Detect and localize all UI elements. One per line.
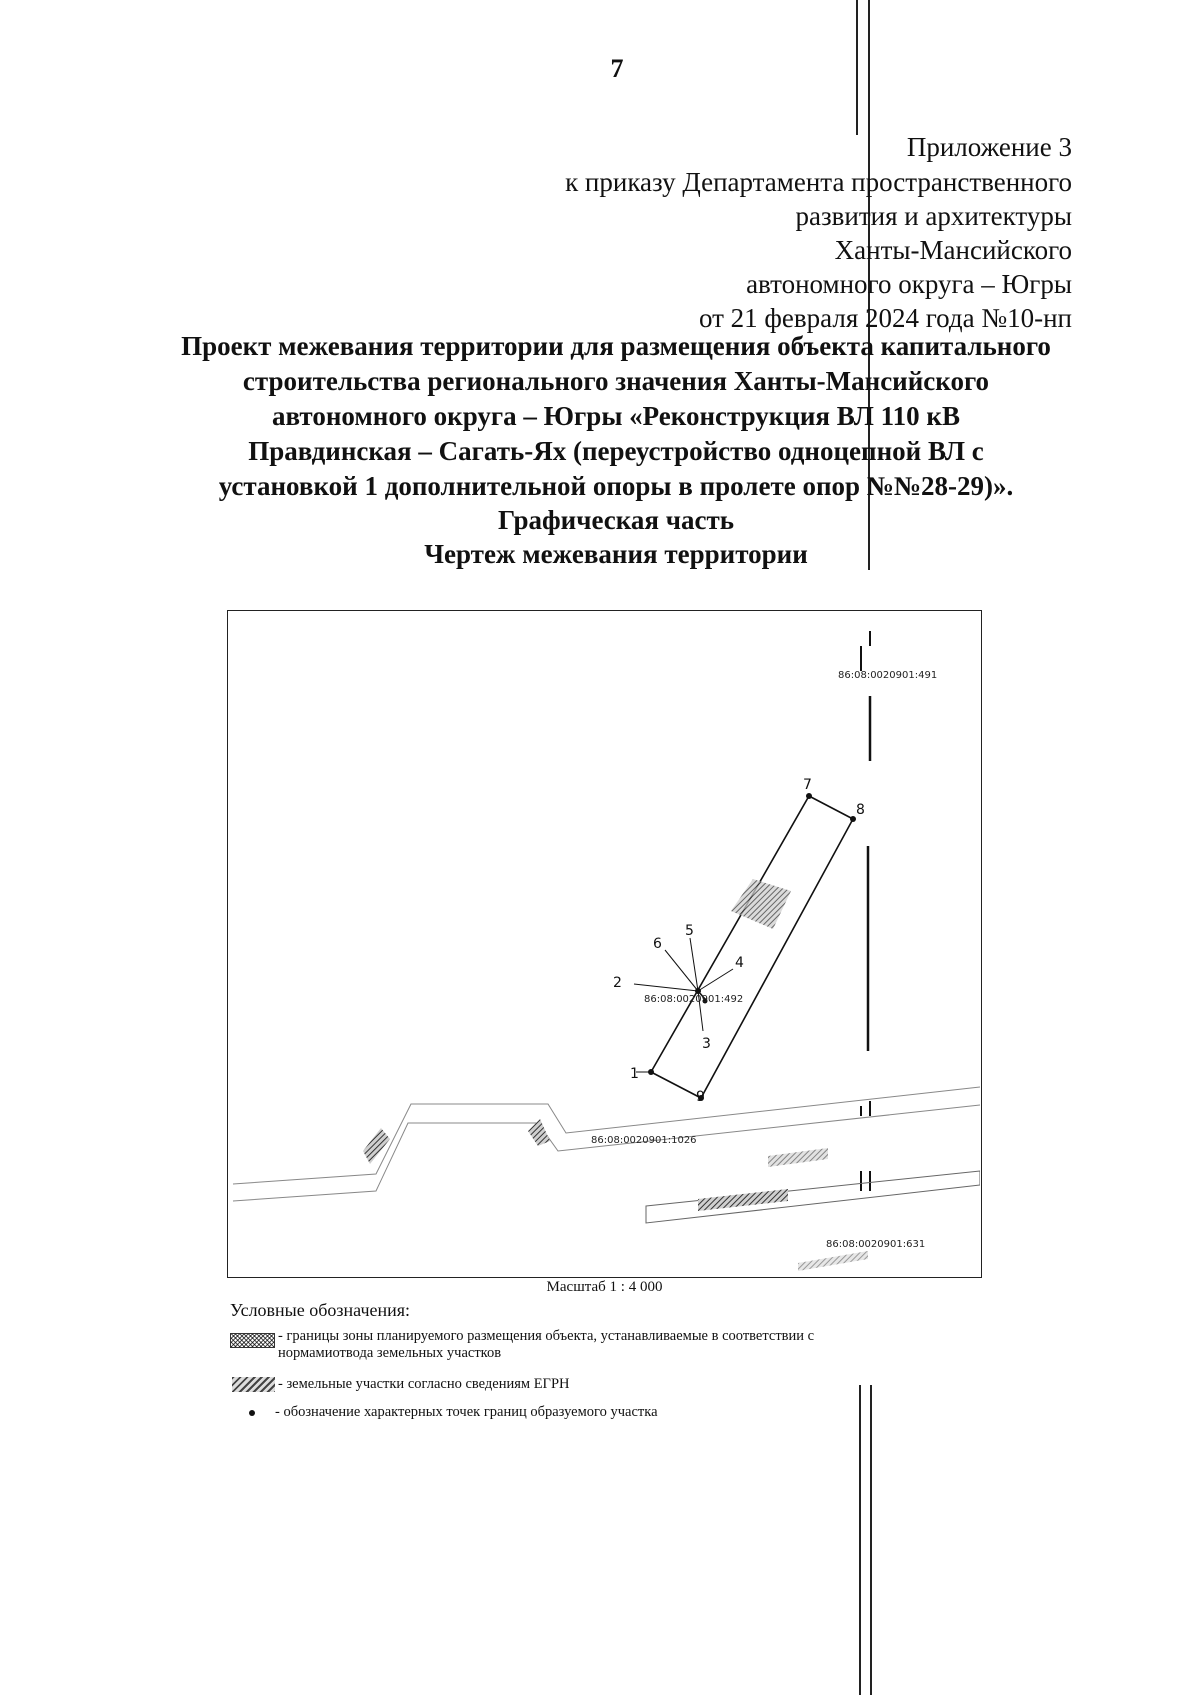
legend-zone-text: - границы зоны планируемого размещения объекта, устанавливаемые в соответствии с	[278, 1328, 815, 1344]
legend-title: Условные обозначения:	[230, 1300, 411, 1320]
appendix-line: к приказу Департамента пространственного	[565, 167, 1072, 197]
scan-edge-line	[856, 0, 858, 135]
egrn-parcel-hatch	[698, 1189, 788, 1211]
legend-egrn-text: - земельные участки согласно сведениям ЕГРН	[278, 1376, 570, 1392]
point-label: 3	[702, 1036, 711, 1052]
document-title-line: Правдинская – Сагать-Ях (переустройство одноцепной ВЛ с	[248, 436, 984, 466]
boundary-point-marker	[806, 793, 812, 799]
legend-egrn-swatch	[232, 1377, 275, 1392]
boundary-map	[227, 610, 982, 1278]
page-number: 7	[610, 54, 624, 83]
document-title-line: установкой 1 дополнительной опоры в пролете опор №№28-29)».	[218, 471, 1014, 501]
parcel-label: 86:08:0020901:1026	[591, 1135, 697, 1146]
appendix-line: развития и архитектуры	[795, 201, 1072, 231]
scan-edge-line	[859, 1385, 861, 1695]
road-edge	[233, 1105, 980, 1201]
appendix-title: Приложение 3	[906, 132, 1072, 162]
legend-point-bullet	[249, 1410, 255, 1416]
drawing-title: Чертеж межевания территории	[424, 539, 808, 569]
document-title-line: автономного округа – Югры «Реконструкция ВЛ 110 кВ	[272, 401, 960, 431]
section-title: Графическая часть	[497, 505, 734, 535]
road-band	[646, 1171, 980, 1223]
egrn-parcel-hatch	[363, 1128, 390, 1164]
point-leader	[634, 984, 698, 991]
legend-zone-swatch	[230, 1333, 275, 1348]
document-title-line: Проект межевания территории для размещения объекта капитального	[181, 331, 1051, 361]
legend-points-text: - обозначение характерных точек границ образуемого участка	[275, 1404, 658, 1420]
legend-zone-text: нормамиотвода земельных участков	[278, 1345, 502, 1361]
point-label: 8	[856, 802, 865, 818]
appendix-line: Ханты-Мансийского	[834, 235, 1072, 265]
appendix-order-date: от 21 февраля 2024 года №10-нп	[698, 303, 1072, 333]
egrn-parcel-hatch	[798, 1251, 868, 1271]
map-canvas	[228, 611, 980, 1276]
point-label: 6	[653, 936, 662, 952]
map-scale: Масштаб 1 : 4 000	[546, 1279, 663, 1295]
parcel-label: 86:08:0020901:631	[826, 1239, 926, 1250]
appendix-line: автономного округа – Югры	[746, 269, 1072, 299]
parcel-label: 86:08:0020901:492	[644, 994, 744, 1005]
egrn-parcel-hatch	[768, 1148, 828, 1167]
point-label: 4	[735, 955, 744, 971]
planned-zone-boundary	[651, 796, 853, 1098]
document-title-line: строительства регионального значения Ханты-Мансийского	[242, 366, 990, 396]
point-label: 5	[685, 923, 694, 939]
scan-edge-line	[870, 1385, 872, 1695]
parcel-label: 86:08:0020901:491	[838, 670, 938, 681]
boundary-point-marker	[648, 1069, 654, 1075]
zone-hatch	[731, 879, 791, 929]
point-label: 1	[630, 1066, 639, 1082]
point-label: 2	[613, 975, 622, 991]
point-label: 9	[696, 1089, 705, 1105]
point-label: 7	[803, 777, 812, 793]
